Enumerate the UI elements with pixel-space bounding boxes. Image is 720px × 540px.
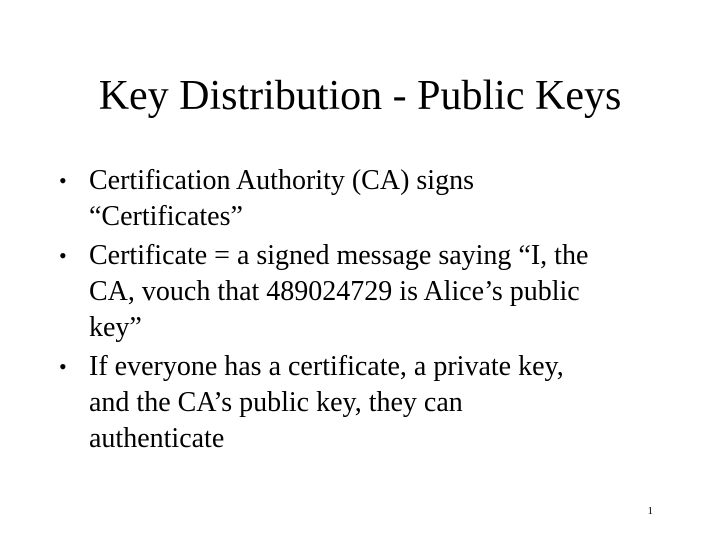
bullet-marker: • — [59, 354, 67, 379]
bullet-line: key” — [89, 312, 142, 343]
bullet-item — [55, 238, 695, 346]
slide-title: Key Distribution - Public Keys — [98, 73, 622, 119]
bullet-item — [55, 163, 695, 235]
bullet-line: authenticate — [89, 423, 225, 454]
page-number: 1 — [647, 505, 653, 517]
bullet-list — [55, 163, 695, 460]
bullet-line: Certification Authority (CA) signs — [89, 165, 474, 196]
bullet-line: and the CA’s public key, they can — [89, 387, 463, 418]
bullet-item — [55, 349, 695, 457]
bullet-line: If everyone has a certificate, a private key, — [89, 351, 564, 382]
bullet-line: Certificate = a signed message saying “I, the — [89, 240, 589, 271]
bullet-line: CA, vouch that 489024729 is Alice’s public — [89, 276, 580, 307]
bullet-marker: • — [59, 243, 67, 268]
bullet-marker: • — [59, 168, 67, 193]
bullet-line: “Certificates” — [89, 201, 243, 232]
